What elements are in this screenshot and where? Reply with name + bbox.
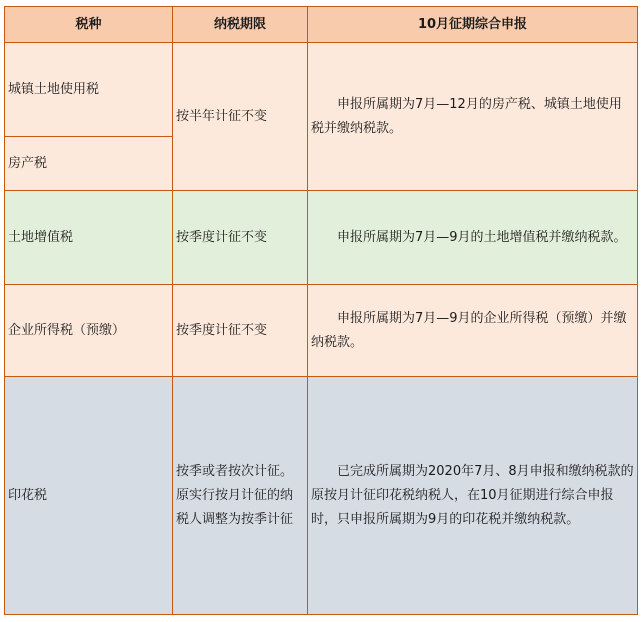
table-row	[5, 285, 638, 377]
header-october-declaration: 10月征期综合申报	[308, 7, 638, 43]
cell-period-quarterly: 按季度计征不变	[173, 191, 308, 285]
table-row	[5, 377, 638, 615]
cell-description-property: 申报所属期为7月—12月的房产税、城镇土地使用税并缴纳税款。	[308, 43, 638, 191]
cell-tax-type-land-vat: 土地增值税	[5, 191, 173, 285]
cell-description-land-vat: 申报所属期为7月—9月的土地增值税并缴纳税款。	[308, 191, 638, 285]
cell-period-half-year: 按半年计征不变	[173, 43, 308, 191]
table-header-row	[5, 7, 638, 43]
table-row	[5, 191, 638, 285]
cell-description-stamp-duty: 已完成所属期为2020年7月、8月申报和缴纳税款的原按月计征印花税纳税人，在10月征期进行综合申报时，只申报所属期为9月的印花税并缴纳税款。	[308, 377, 638, 615]
header-tax-period: 纳税期限	[173, 7, 308, 43]
cell-tax-type-stamp-duty: 印花税	[5, 377, 173, 615]
cell-tax-type-property: 房产税	[5, 137, 173, 191]
cell-period-stamp-duty: 按季或者按次计征。原实行按月计征的纳税人调整为按季计征	[173, 377, 308, 615]
header-tax-type: 税种	[5, 7, 173, 43]
cell-period-quarterly: 按季度计征不变	[173, 285, 308, 377]
cell-tax-type-urban-land: 城镇土地使用税	[5, 43, 173, 137]
cell-tax-type-corporate-income: 企业所得税（预缴）	[5, 285, 173, 377]
cell-description-corporate-income: 申报所属期为7月—9月的企业所得税（预缴）并缴纳税款。	[308, 285, 638, 377]
table-row	[5, 43, 638, 137]
tax-declaration-table	[4, 6, 638, 615]
